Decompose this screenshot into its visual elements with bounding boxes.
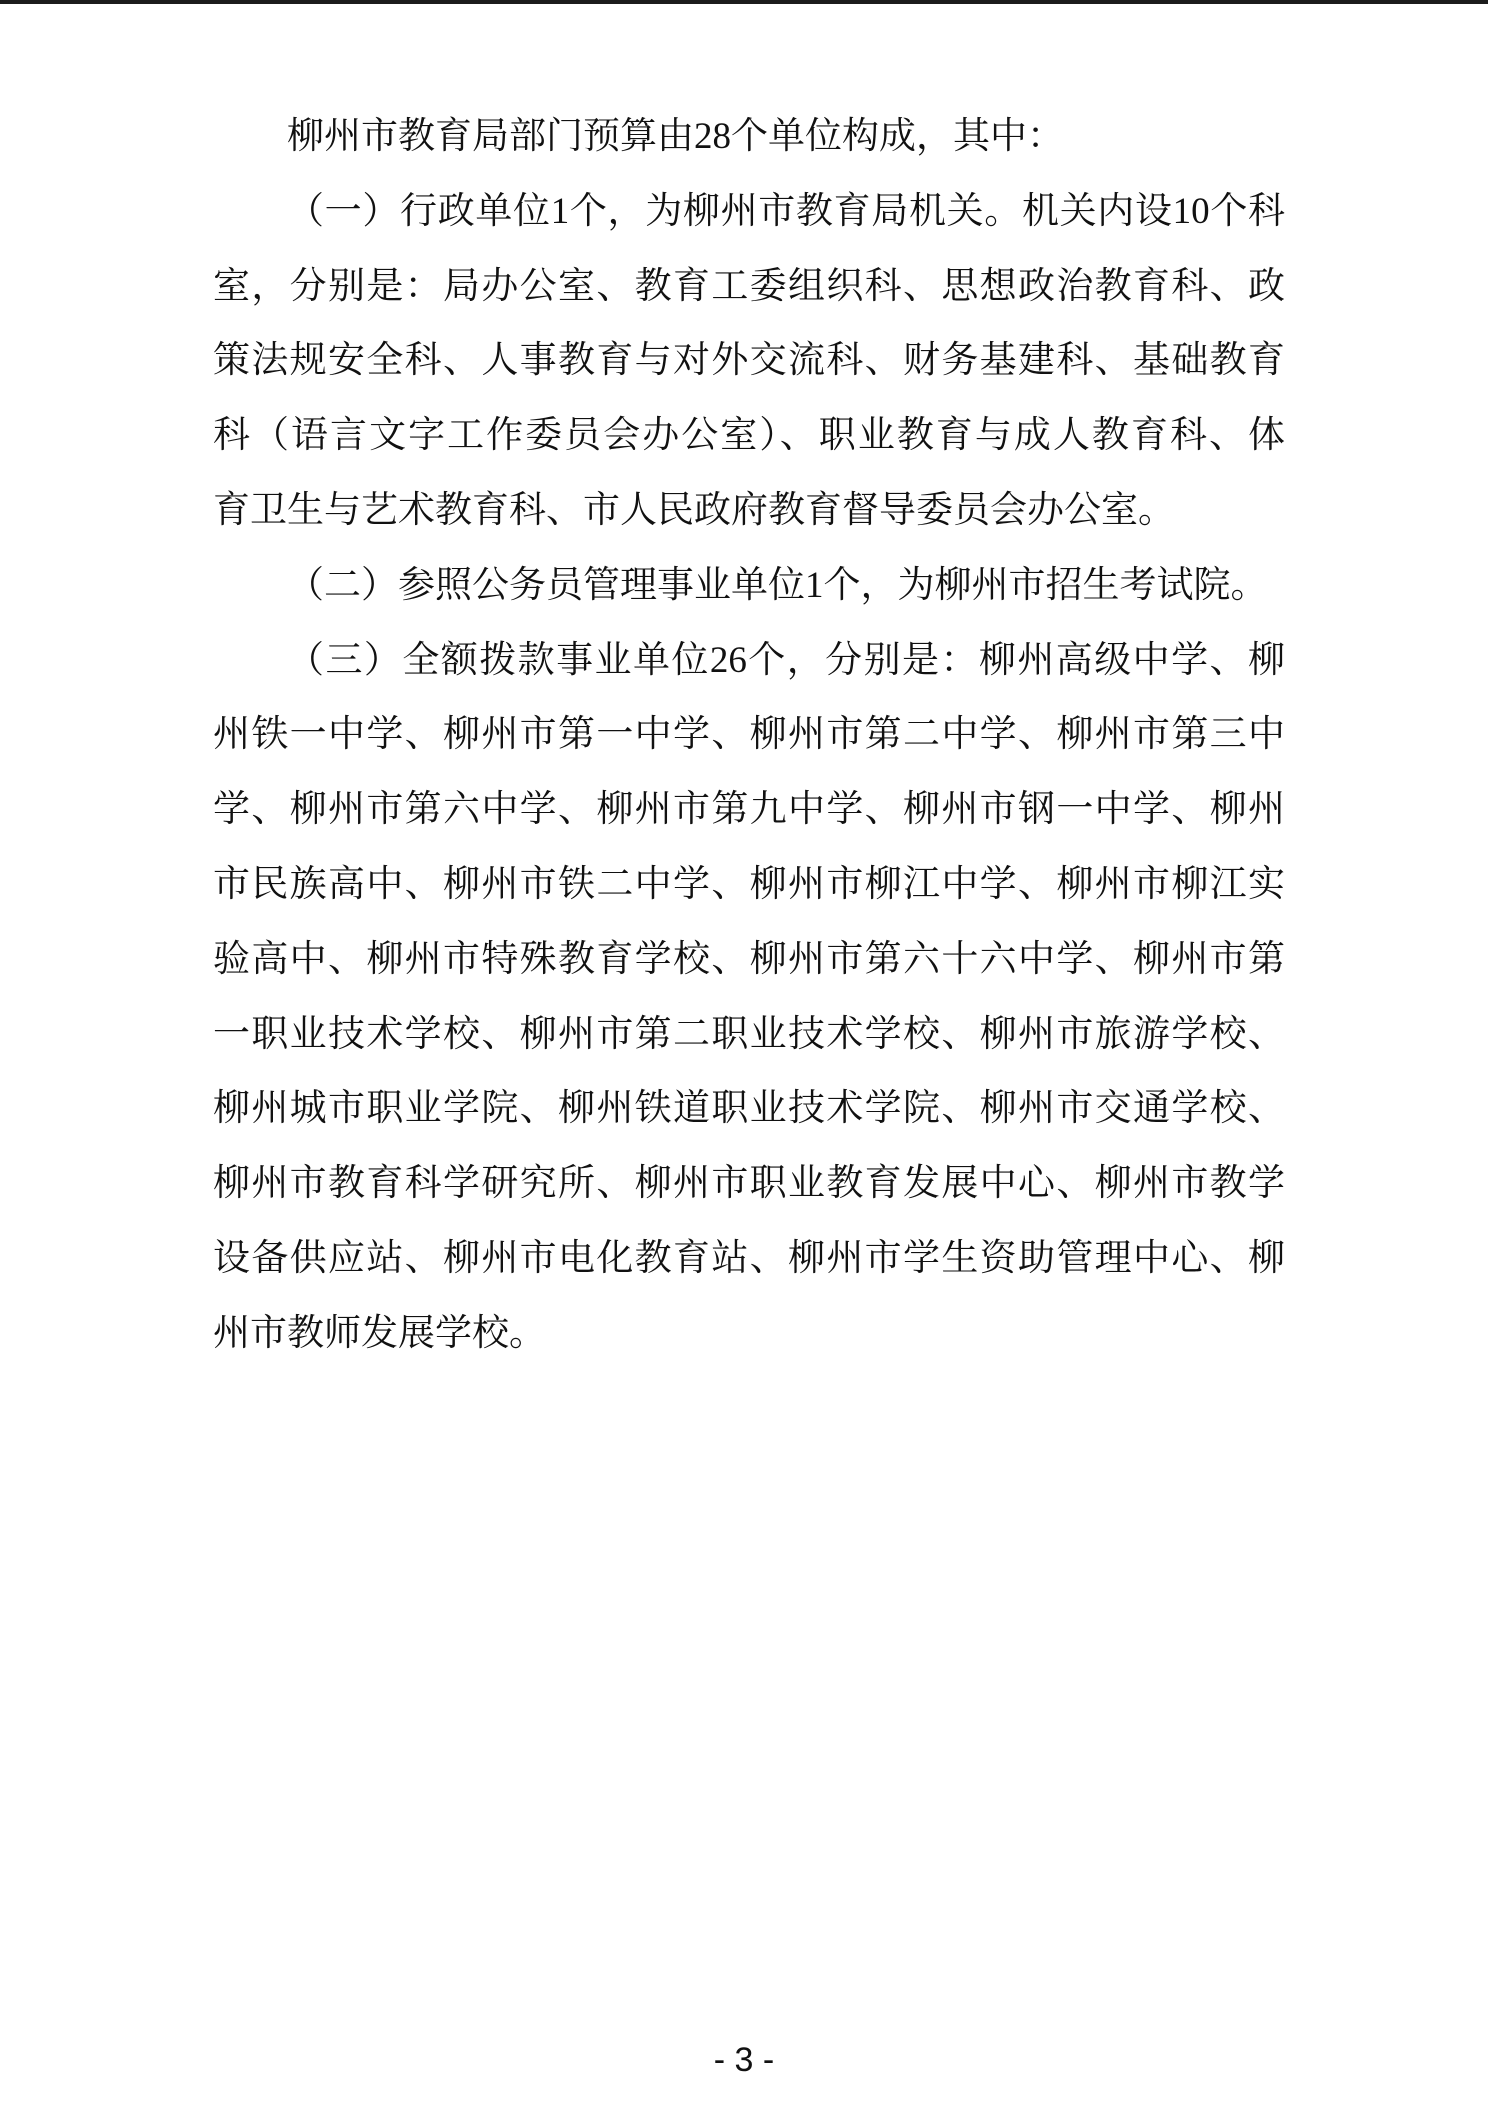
- text-line: 验高中、柳州市特殊教育学校、柳州市第六十六中学、柳州市第: [213, 938, 1285, 980]
- text-line: 柳州市教育科学研究所、柳州市职业教育发展中心、柳州市教学: [213, 1163, 1285, 1205]
- text-line: 室，分别是：局办公室、教育工委组织科、思想政治教育科、政: [213, 265, 1285, 307]
- text-line: 科（语言文字工作委员会办公室）、职业教育与成人教育科、体: [213, 415, 1285, 457]
- text-line: （二）参照公务员管理事业单位1个，为柳州市招生考试院。: [287, 564, 1268, 606]
- text-line: 州市教师发展学校。: [213, 1312, 546, 1354]
- page-number: - 3 -: [713, 2041, 775, 2079]
- text-line: 学、柳州市第六中学、柳州市第九中学、柳州市钢一中学、柳州: [213, 789, 1285, 831]
- text-line: （一）行政单位1个，为柳州市教育局机关。机关内设10个科: [287, 190, 1285, 232]
- text-line: 市民族高中、柳州市铁二中学、柳州市柳江中学、柳州市柳江实: [213, 863, 1285, 905]
- text-line: 设备供应站、柳州市电化教育站、柳州市学生资助管理中心、柳: [213, 1237, 1285, 1279]
- text-line: 柳州市教育局部门预算由28个单位构成，其中：: [287, 116, 1064, 157]
- text-line: 柳州城市职业学院、柳州铁道职业技术学院、柳州市交通学校、: [213, 1088, 1285, 1130]
- text-line: 策法规安全科、人事教育与对外交流科、财务基建科、基础教育: [213, 340, 1285, 382]
- document-body: [213, 100, 1285, 1372]
- text-line: 一职业技术学校、柳州市第二职业技术学校、柳州市旅游学校、: [213, 1013, 1285, 1055]
- text-line: 州铁一中学、柳州市第一中学、柳州市第二中学、柳州市第三中: [213, 714, 1285, 756]
- text-line: （三）全额拨款事业单位26个，分别是：柳州高级中学、柳: [287, 639, 1285, 681]
- text-line: 育卫生与艺术教育科、市人民政府教育督导委员会办公室。: [213, 489, 1175, 531]
- page-top-edge: [0, 0, 1488, 4]
